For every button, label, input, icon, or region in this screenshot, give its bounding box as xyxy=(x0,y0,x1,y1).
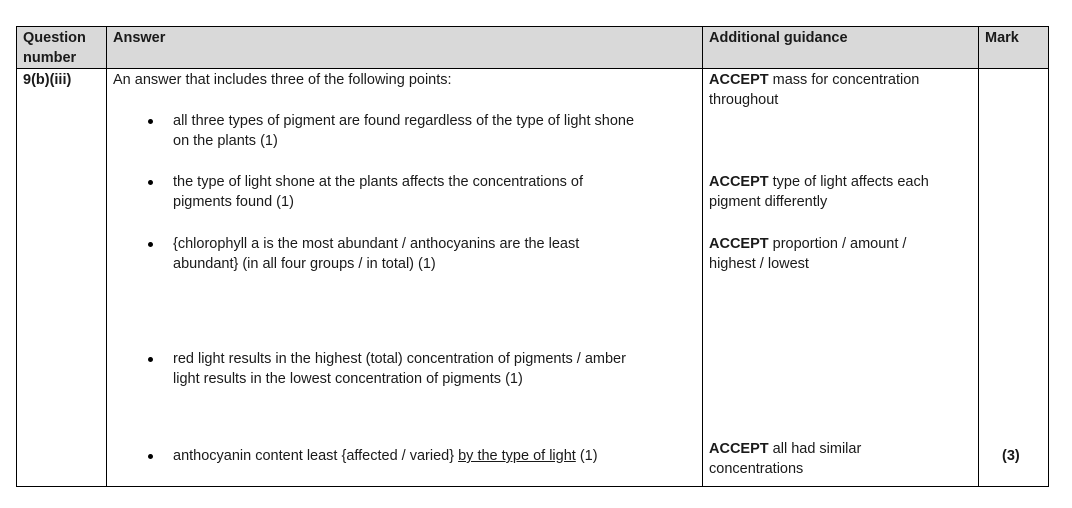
point-3-line2: abundant} (in all four groups / in total) (1) xyxy=(173,256,436,272)
question-number: 9(b)(iii) xyxy=(23,72,72,88)
point-4-line2: light results in the lowest concentration of pigments (1) xyxy=(173,371,523,387)
mark-value: (3) xyxy=(1002,448,1020,464)
guidance-4-line2: concentrations xyxy=(709,461,804,477)
point-4-line1: red light results in the highest (total) concentration of pigments / amber xyxy=(173,351,626,367)
point-3-line1: {chlorophyll a is the most abundant / anthocyanins are the least xyxy=(173,236,580,252)
guidance-2-text: type of light affects each xyxy=(768,174,929,190)
column-divider-guidance xyxy=(702,26,703,487)
point-1-line2: on the plants (1) xyxy=(173,133,278,149)
bullet-point-marker xyxy=(148,454,153,459)
guidance-3-line2: highest / lowest xyxy=(709,256,809,272)
bullet-point-marker xyxy=(148,119,153,124)
point-5-mark: (1) xyxy=(575,448,598,464)
guidance-3-keyword: ACCEPT xyxy=(709,236,769,252)
point-2-line1: the type of light shone at the plants affects the concentrations of xyxy=(173,174,584,190)
header-question-line1: Question xyxy=(23,30,86,46)
guidance-2-keyword: ACCEPT xyxy=(709,174,769,190)
guidance-4-text: all had similar xyxy=(768,441,862,457)
guidance-4-keyword: ACCEPT xyxy=(709,441,769,457)
table-border-top xyxy=(16,26,1049,27)
guidance-3-line1 xyxy=(709,234,906,254)
bullet-point-marker xyxy=(148,357,153,362)
guidance-4-line1 xyxy=(709,439,861,459)
guidance-2-line2: pigment differently xyxy=(709,194,828,210)
table-border-bottom xyxy=(16,486,1049,487)
header-answer: Answer xyxy=(113,30,166,46)
point-1-line1: all three types of pigment are found regardless of the type of light shone xyxy=(173,113,635,129)
guidance-2-line1 xyxy=(709,172,929,192)
answer-intro: An answer that includes three of the following points: xyxy=(113,72,452,88)
header-divider xyxy=(16,68,1049,69)
mark-scheme-table xyxy=(16,26,1049,487)
point-5-text: anthocyanin content least {affected / varied} xyxy=(173,448,459,464)
point-5-underlined: by the type of light xyxy=(458,448,576,464)
guidance-3-text: proportion / amount / xyxy=(768,236,907,252)
guidance-1-text: mass for concentration xyxy=(768,72,920,88)
guidance-1-keyword: ACCEPT xyxy=(709,72,769,88)
bullet-point-marker xyxy=(148,242,153,247)
bullet-point-marker xyxy=(148,180,153,185)
point-5 xyxy=(173,446,598,466)
header-question-line2: number xyxy=(23,50,77,66)
guidance-1-line2: throughout xyxy=(709,92,779,108)
header-guidance: Additional guidance xyxy=(709,30,848,46)
table-border-left xyxy=(16,26,17,487)
table-border-right xyxy=(1048,26,1049,487)
column-divider-mark xyxy=(978,26,979,487)
point-2-line2: pigments found (1) xyxy=(173,194,294,210)
guidance-1-line1 xyxy=(709,70,919,90)
column-divider-answer xyxy=(106,26,107,487)
header-mark: Mark xyxy=(985,30,1019,46)
